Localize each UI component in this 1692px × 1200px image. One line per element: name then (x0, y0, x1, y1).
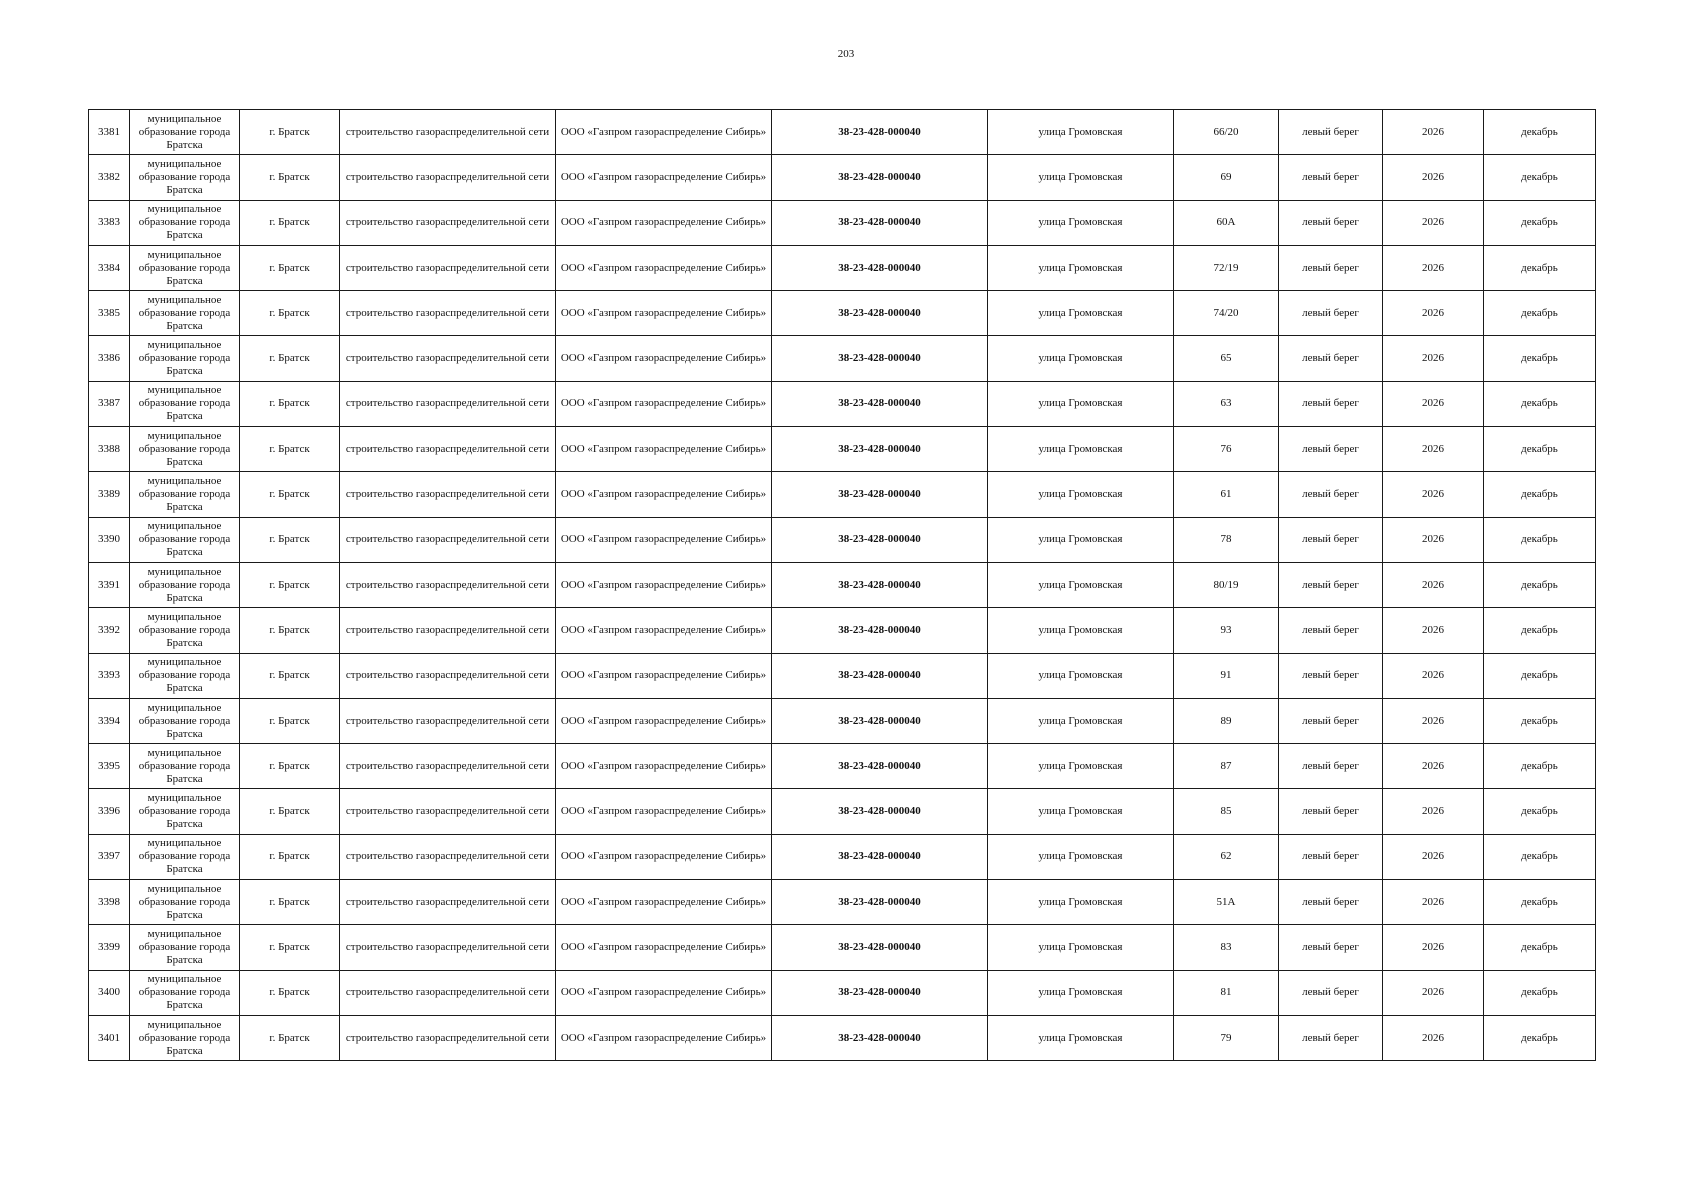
house-number-cell: 85 (1174, 789, 1279, 834)
city-cell: г. Братск (240, 472, 340, 517)
row-number: 3396 (89, 789, 130, 834)
house-number-cell: 61 (1174, 472, 1279, 517)
month-cell: декабрь (1484, 834, 1596, 879)
street-cell: улица Громовская (988, 789, 1174, 834)
table-row (89, 245, 1596, 290)
work-type-cell: строительство газораспределительной сети (340, 925, 556, 970)
municipality-cell: муниципальное образование города Братска (130, 110, 240, 155)
row-number: 3397 (89, 834, 130, 879)
month-cell: декабрь (1484, 1015, 1596, 1060)
work-type-cell: строительство газораспределительной сети (340, 653, 556, 698)
row-number: 3388 (89, 427, 130, 472)
cadastral-number-cell: 38-23-428-000040 (772, 517, 988, 562)
owner-cell: ООО «Газпром газораспределение Сибирь» (556, 291, 772, 336)
house-number-cell: 74/20 (1174, 291, 1279, 336)
city-cell: г. Братск (240, 245, 340, 290)
bank-cell: левый берег (1279, 880, 1383, 925)
house-number-cell: 63 (1174, 381, 1279, 426)
work-type-cell: строительство газораспределительной сети (340, 744, 556, 789)
row-number: 3399 (89, 925, 130, 970)
row-number: 3381 (89, 110, 130, 155)
city-cell: г. Братск (240, 155, 340, 200)
cadastral-number-cell: 38-23-428-000040 (772, 608, 988, 653)
street-cell: улица Громовская (988, 744, 1174, 789)
cadastral-number-cell: 38-23-428-000040 (772, 562, 988, 607)
bank-cell: левый берег (1279, 925, 1383, 970)
table-row (89, 472, 1596, 517)
municipality-cell: муниципальное образование города Братска (130, 1015, 240, 1060)
street-cell: улица Громовская (988, 608, 1174, 653)
work-type-cell: строительство газораспределительной сети (340, 245, 556, 290)
cadastral-number-cell: 38-23-428-000040 (772, 336, 988, 381)
street-cell: улица Громовская (988, 472, 1174, 517)
owner-cell: ООО «Газпром газораспределение Сибирь» (556, 200, 772, 245)
table-row (89, 925, 1596, 970)
bank-cell: левый берег (1279, 245, 1383, 290)
year-cell: 2026 (1383, 653, 1484, 698)
month-cell: декабрь (1484, 698, 1596, 743)
table-row (89, 608, 1596, 653)
month-cell: декабрь (1484, 653, 1596, 698)
work-type-cell: строительство газораспределительной сети (340, 110, 556, 155)
month-cell: декабрь (1484, 155, 1596, 200)
municipality-cell: муниципальное образование города Братска (130, 245, 240, 290)
year-cell: 2026 (1383, 110, 1484, 155)
street-cell: улица Громовская (988, 970, 1174, 1015)
year-cell: 2026 (1383, 562, 1484, 607)
street-cell: улица Громовская (988, 517, 1174, 562)
year-cell: 2026 (1383, 698, 1484, 743)
city-cell: г. Братск (240, 427, 340, 472)
year-cell: 2026 (1383, 291, 1484, 336)
street-cell: улица Громовская (988, 653, 1174, 698)
table-row (89, 970, 1596, 1015)
city-cell: г. Братск (240, 744, 340, 789)
row-number: 3400 (89, 970, 130, 1015)
row-number: 3387 (89, 381, 130, 426)
table-row (89, 336, 1596, 381)
year-cell: 2026 (1383, 155, 1484, 200)
month-cell: декабрь (1484, 336, 1596, 381)
street-cell: улица Громовская (988, 698, 1174, 743)
row-number: 3391 (89, 562, 130, 607)
municipality-cell: муниципальное образование города Братска (130, 653, 240, 698)
table-row (89, 517, 1596, 562)
bank-cell: левый берег (1279, 1015, 1383, 1060)
bank-cell: левый берег (1279, 608, 1383, 653)
month-cell: декабрь (1484, 110, 1596, 155)
street-cell: улица Громовская (988, 336, 1174, 381)
row-number: 3395 (89, 744, 130, 789)
table-row (89, 155, 1596, 200)
municipality-cell: муниципальное образование города Братска (130, 789, 240, 834)
month-cell: декабрь (1484, 880, 1596, 925)
cadastral-number-cell: 38-23-428-000040 (772, 1015, 988, 1060)
row-number: 3392 (89, 608, 130, 653)
cadastral-number-cell: 38-23-428-000040 (772, 789, 988, 834)
year-cell: 2026 (1383, 517, 1484, 562)
month-cell: декабрь (1484, 970, 1596, 1015)
city-cell: г. Братск (240, 1015, 340, 1060)
owner-cell: ООО «Газпром газораспределение Сибирь» (556, 427, 772, 472)
owner-cell: ООО «Газпром газораспределение Сибирь» (556, 608, 772, 653)
house-number-cell: 76 (1174, 427, 1279, 472)
owner-cell: ООО «Газпром газораспределение Сибирь» (556, 653, 772, 698)
year-cell: 2026 (1383, 834, 1484, 879)
street-cell: улица Громовская (988, 925, 1174, 970)
table-row (89, 1015, 1596, 1060)
owner-cell: ООО «Газпром газораспределение Сибирь» (556, 698, 772, 743)
cadastral-number-cell: 38-23-428-000040 (772, 110, 988, 155)
house-number-cell: 89 (1174, 698, 1279, 743)
house-number-cell: 87 (1174, 744, 1279, 789)
cadastral-number-cell: 38-23-428-000040 (772, 155, 988, 200)
row-number: 3382 (89, 155, 130, 200)
owner-cell: ООО «Газпром газораспределение Сибирь» (556, 970, 772, 1015)
year-cell: 2026 (1383, 608, 1484, 653)
row-number: 3383 (89, 200, 130, 245)
owner-cell: ООО «Газпром газораспределение Сибирь» (556, 155, 772, 200)
cadastral-number-cell: 38-23-428-000040 (772, 381, 988, 426)
registry-body (89, 110, 1596, 1061)
table-row (89, 653, 1596, 698)
year-cell: 2026 (1383, 970, 1484, 1015)
year-cell: 2026 (1383, 245, 1484, 290)
work-type-cell: строительство газораспределительной сети (340, 427, 556, 472)
row-number: 3385 (89, 291, 130, 336)
bank-cell: левый берег (1279, 698, 1383, 743)
year-cell: 2026 (1383, 880, 1484, 925)
table-row (89, 834, 1596, 879)
street-cell: улица Громовская (988, 427, 1174, 472)
city-cell: г. Братск (240, 925, 340, 970)
house-number-cell: 81 (1174, 970, 1279, 1015)
house-number-cell: 80/19 (1174, 562, 1279, 607)
municipality-cell: муниципальное образование города Братска (130, 291, 240, 336)
house-number-cell: 65 (1174, 336, 1279, 381)
owner-cell: ООО «Газпром газораспределение Сибирь» (556, 381, 772, 426)
municipality-cell: муниципальное образование города Братска (130, 381, 240, 426)
house-number-cell: 51А (1174, 880, 1279, 925)
street-cell: улица Громовская (988, 291, 1174, 336)
city-cell: г. Братск (240, 970, 340, 1015)
municipality-cell: муниципальное образование города Братска (130, 200, 240, 245)
table-row (89, 744, 1596, 789)
street-cell: улица Громовская (988, 834, 1174, 879)
work-type-cell: строительство газораспределительной сети (340, 472, 556, 517)
city-cell: г. Братск (240, 562, 340, 607)
row-number: 3384 (89, 245, 130, 290)
city-cell: г. Братск (240, 291, 340, 336)
table-row (89, 381, 1596, 426)
city-cell: г. Братск (240, 381, 340, 426)
year-cell: 2026 (1383, 472, 1484, 517)
bank-cell: левый берег (1279, 110, 1383, 155)
cadastral-number-cell: 38-23-428-000040 (772, 970, 988, 1015)
work-type-cell: строительство газораспределительной сети (340, 562, 556, 607)
house-number-cell: 78 (1174, 517, 1279, 562)
house-number-cell: 60А (1174, 200, 1279, 245)
work-type-cell: строительство газораспределительной сети (340, 155, 556, 200)
cadastral-number-cell: 38-23-428-000040 (772, 744, 988, 789)
year-cell: 2026 (1383, 336, 1484, 381)
cadastral-number-cell: 38-23-428-000040 (772, 925, 988, 970)
owner-cell: ООО «Газпром газораспределение Сибирь» (556, 336, 772, 381)
bank-cell: левый берег (1279, 472, 1383, 517)
year-cell: 2026 (1383, 200, 1484, 245)
street-cell: улица Громовская (988, 155, 1174, 200)
city-cell: г. Братск (240, 336, 340, 381)
owner-cell: ООО «Газпром газораспределение Сибирь» (556, 1015, 772, 1060)
municipality-cell: муниципальное образование города Братска (130, 336, 240, 381)
bank-cell: левый берег (1279, 834, 1383, 879)
house-number-cell: 83 (1174, 925, 1279, 970)
city-cell: г. Братск (240, 834, 340, 879)
registry-table (88, 109, 1596, 1061)
work-type-cell: строительство газораспределительной сети (340, 880, 556, 925)
municipality-cell: муниципальное образование города Братска (130, 744, 240, 789)
table-row (89, 698, 1596, 743)
month-cell: декабрь (1484, 562, 1596, 607)
bank-cell: левый берег (1279, 336, 1383, 381)
cadastral-number-cell: 38-23-428-000040 (772, 245, 988, 290)
table-row (89, 880, 1596, 925)
city-cell: г. Братск (240, 698, 340, 743)
owner-cell: ООО «Газпром газораспределение Сибирь» (556, 245, 772, 290)
owner-cell: ООО «Газпром газораспределение Сибирь» (556, 472, 772, 517)
work-type-cell: строительство газораспределительной сети (340, 970, 556, 1015)
municipality-cell: муниципальное образование города Братска (130, 562, 240, 607)
municipality-cell: муниципальное образование города Братска (130, 517, 240, 562)
year-cell: 2026 (1383, 1015, 1484, 1060)
work-type-cell: строительство газораспределительной сети (340, 789, 556, 834)
bank-cell: левый берег (1279, 381, 1383, 426)
year-cell: 2026 (1383, 381, 1484, 426)
city-cell: г. Братск (240, 608, 340, 653)
month-cell: декабрь (1484, 925, 1596, 970)
page-number: 203 (837, 48, 855, 60)
municipality-cell: муниципальное образование города Братска (130, 427, 240, 472)
house-number-cell: 72/19 (1174, 245, 1279, 290)
year-cell: 2026 (1383, 925, 1484, 970)
row-number: 3398 (89, 880, 130, 925)
street-cell: улица Громовская (988, 1015, 1174, 1060)
bank-cell: левый берег (1279, 562, 1383, 607)
month-cell: декабрь (1484, 427, 1596, 472)
table-row (89, 110, 1596, 155)
owner-cell: ООО «Газпром газораспределение Сибирь» (556, 562, 772, 607)
cadastral-number-cell: 38-23-428-000040 (772, 291, 988, 336)
cadastral-number-cell: 38-23-428-000040 (772, 653, 988, 698)
table-row (89, 427, 1596, 472)
month-cell: декабрь (1484, 200, 1596, 245)
house-number-cell: 69 (1174, 155, 1279, 200)
table-row (89, 200, 1596, 245)
row-number: 3389 (89, 472, 130, 517)
bank-cell: левый берег (1279, 970, 1383, 1015)
municipality-cell: муниципальное образование города Братска (130, 698, 240, 743)
city-cell: г. Братск (240, 517, 340, 562)
row-number: 3401 (89, 1015, 130, 1060)
municipality-cell: муниципальное образование города Братска (130, 880, 240, 925)
bank-cell: левый берег (1279, 653, 1383, 698)
municipality-cell: муниципальное образование города Братска (130, 834, 240, 879)
row-number: 3386 (89, 336, 130, 381)
bank-cell: левый берег (1279, 517, 1383, 562)
house-number-cell: 62 (1174, 834, 1279, 879)
owner-cell: ООО «Газпром газораспределение Сибирь» (556, 110, 772, 155)
cadastral-number-cell: 38-23-428-000040 (772, 472, 988, 517)
owner-cell: ООО «Газпром газораспределение Сибирь» (556, 789, 772, 834)
row-number: 3393 (89, 653, 130, 698)
bank-cell: левый берег (1279, 291, 1383, 336)
month-cell: декабрь (1484, 789, 1596, 834)
cadastral-number-cell: 38-23-428-000040 (772, 834, 988, 879)
street-cell: улица Громовская (988, 562, 1174, 607)
street-cell: улица Громовская (988, 110, 1174, 155)
cadastral-number-cell: 38-23-428-000040 (772, 880, 988, 925)
row-number: 3390 (89, 517, 130, 562)
table-row (89, 789, 1596, 834)
table-row (89, 291, 1596, 336)
house-number-cell: 93 (1174, 608, 1279, 653)
cadastral-number-cell: 38-23-428-000040 (772, 698, 988, 743)
street-cell: улица Громовская (988, 245, 1174, 290)
owner-cell: ООО «Газпром газораспределение Сибирь» (556, 925, 772, 970)
month-cell: декабрь (1484, 245, 1596, 290)
month-cell: декабрь (1484, 381, 1596, 426)
owner-cell: ООО «Газпром газораспределение Сибирь» (556, 517, 772, 562)
house-number-cell: 79 (1174, 1015, 1279, 1060)
month-cell: декабрь (1484, 517, 1596, 562)
city-cell: г. Братск (240, 200, 340, 245)
month-cell: декабрь (1484, 472, 1596, 517)
month-cell: декабрь (1484, 608, 1596, 653)
municipality-cell: муниципальное образование города Братска (130, 472, 240, 517)
house-number-cell: 66/20 (1174, 110, 1279, 155)
month-cell: декабрь (1484, 291, 1596, 336)
year-cell: 2026 (1383, 744, 1484, 789)
year-cell: 2026 (1383, 427, 1484, 472)
street-cell: улица Громовская (988, 880, 1174, 925)
work-type-cell: строительство газораспределительной сети (340, 291, 556, 336)
bank-cell: левый берег (1279, 200, 1383, 245)
work-type-cell: строительство газораспределительной сети (340, 381, 556, 426)
city-cell: г. Братск (240, 110, 340, 155)
work-type-cell: строительство газораспределительной сети (340, 200, 556, 245)
owner-cell: ООО «Газпром газораспределение Сибирь» (556, 744, 772, 789)
cadastral-number-cell: 38-23-428-000040 (772, 427, 988, 472)
owner-cell: ООО «Газпром газораспределение Сибирь» (556, 880, 772, 925)
work-type-cell: строительство газораспределительной сети (340, 608, 556, 653)
bank-cell: левый берег (1279, 744, 1383, 789)
municipality-cell: муниципальное образование города Братска (130, 155, 240, 200)
bank-cell: левый берег (1279, 789, 1383, 834)
bank-cell: левый берег (1279, 155, 1383, 200)
municipality-cell: муниципальное образование города Братска (130, 970, 240, 1015)
city-cell: г. Братск (240, 653, 340, 698)
municipality-cell: муниципальное образование города Братска (130, 925, 240, 970)
owner-cell: ООО «Газпром газораспределение Сибирь» (556, 834, 772, 879)
street-cell: улица Громовская (988, 381, 1174, 426)
work-type-cell: строительство газораспределительной сети (340, 698, 556, 743)
work-type-cell: строительство газораспределительной сети (340, 336, 556, 381)
work-type-cell: строительство газораспределительной сети (340, 1015, 556, 1060)
row-number: 3394 (89, 698, 130, 743)
city-cell: г. Братск (240, 789, 340, 834)
municipality-cell: муниципальное образование города Братска (130, 608, 240, 653)
street-cell: улица Громовская (988, 200, 1174, 245)
year-cell: 2026 (1383, 789, 1484, 834)
table-row (89, 562, 1596, 607)
work-type-cell: строительство газораспределительной сети (340, 517, 556, 562)
work-type-cell: строительство газораспределительной сети (340, 834, 556, 879)
bank-cell: левый берег (1279, 427, 1383, 472)
month-cell: декабрь (1484, 744, 1596, 789)
city-cell: г. Братск (240, 880, 340, 925)
house-number-cell: 91 (1174, 653, 1279, 698)
cadastral-number-cell: 38-23-428-000040 (772, 200, 988, 245)
